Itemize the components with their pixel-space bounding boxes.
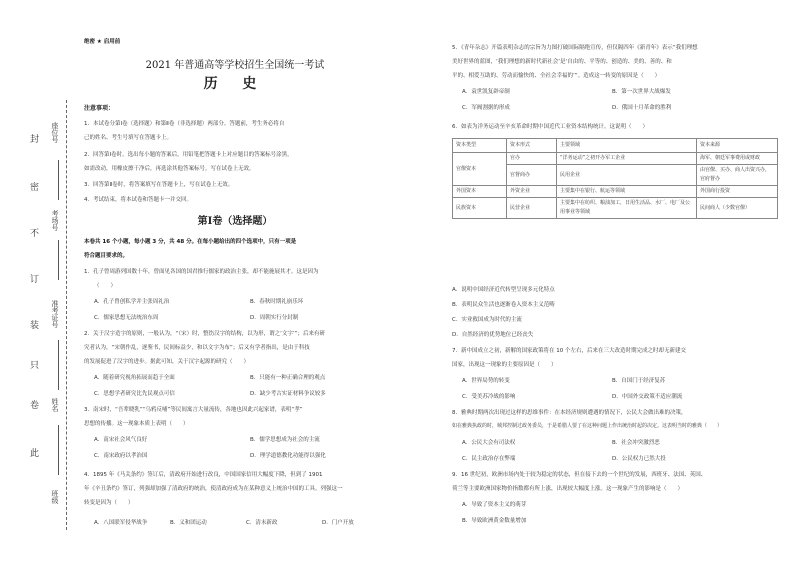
section-instruction: 本卷共 16 个小题，每小题 3 分，共 48 分。在每小题给出的四个选项中，只有一项是 bbox=[84, 239, 297, 245]
option-b[interactable]: B．只能有一种正确合理的观点 bbox=[250, 375, 326, 381]
question-text: 国家，出现这一现象的主要原因是（ ） bbox=[452, 362, 557, 368]
note-line: 如需改动，用橡皮擦干净后，再选涂其他答案标号。写在试卷上无效。 bbox=[84, 166, 255, 172]
option-a[interactable]: A．袁世凯复辟帝制 bbox=[462, 89, 510, 95]
option-a[interactable]: A．孔子曾创私学并主张周礼治 bbox=[94, 299, 170, 305]
seal-char: 不 bbox=[30, 229, 40, 239]
question-text: 究者认为，“宋朝作乱，逐鉴书，民间标益少，和以文字为布”；后又有学者指出，是由于科技 bbox=[84, 345, 310, 351]
option-d[interactable]: D．自然经济的优势地位已经丧失 bbox=[452, 332, 534, 338]
table-cell: 民间商人（少数官僚） bbox=[697, 198, 778, 219]
option-c[interactable]: C．军阀割据的形成 bbox=[462, 105, 510, 111]
table-cell: 民族资本 bbox=[453, 198, 507, 219]
option-a[interactable]: A．世界局势的转变 bbox=[462, 378, 510, 384]
question-text: 美好世界的蓝图，‘我们理想的新时代新社会’是‘自由的、平等的、创造的、美的、善的、和 bbox=[452, 59, 672, 65]
table-cell: 主要集中在银行、航运等领域 bbox=[557, 186, 697, 198]
option-c[interactable]: C．受美苏冷战的影响 bbox=[462, 394, 516, 400]
seal-char: 装 bbox=[30, 321, 40, 331]
option-c[interactable]: C．民主政治存在弊端 bbox=[462, 456, 516, 462]
table-cell: 外国商行投资 bbox=[697, 186, 778, 198]
question-text: 4．1895 年《马关条约》签订后，清政府开始进行改良，中国国家信用大幅度下降，但到了 1901 bbox=[84, 472, 323, 478]
option-a[interactable]: A．南宋社会风气良好 bbox=[94, 437, 148, 443]
table-header: 资本形式 bbox=[507, 139, 557, 153]
notes-heading: 注意事项： bbox=[84, 105, 115, 112]
note-line: 4．考试结束，将本试卷和答题卡一并交回。 bbox=[84, 197, 193, 203]
question-text: 思想的传播。这一现象本质上表明（ ） bbox=[84, 421, 189, 427]
table-header: 主要领域 bbox=[557, 139, 697, 153]
option-d[interactable]: D．门户开放 bbox=[322, 520, 354, 526]
question-text: 的发展促进了汉字的进步。据此可知，关于汉字起源的研究（ ） bbox=[84, 359, 250, 365]
field-class: 班级 bbox=[51, 490, 59, 504]
option-b[interactable]: B．导致欧洲黄金数量增加 bbox=[462, 518, 527, 524]
seal-char: 卷 bbox=[30, 401, 40, 411]
table-cell: 官办 bbox=[507, 153, 557, 165]
seal-char: 此 bbox=[30, 449, 40, 459]
note-line: 3．回答第Ⅱ卷时，将答案填写在答题卡上，写在试卷上无效。 bbox=[84, 182, 234, 188]
question-text: 6．如表为洋务运动至辛亥革命时期中国近代工业资本结构统计。这说明（ ） bbox=[452, 124, 649, 130]
exam-title: 2021 年普通高等学校招生全国统一考试 bbox=[145, 60, 325, 71]
secret-label: 绝密 ★ 启用前 bbox=[84, 39, 121, 45]
note-line: 1．本试卷分第Ⅰ卷（选择题）和第Ⅱ卷（非选择题）两部分。答题前，考生务必将自 bbox=[84, 121, 285, 127]
section-instruction: 符合题目要求的。 bbox=[84, 253, 129, 259]
table-header-row bbox=[453, 139, 778, 153]
table-cell: 民用企业 bbox=[557, 165, 697, 186]
question-text: 如在雅典执政的时，城邦控制过政务委员，于是希腊人要了在这种问题上作出统治时起的决定。这表明当时的雅典（ ） bbox=[452, 423, 723, 429]
table-row bbox=[453, 153, 778, 165]
option-b[interactable]: B．义和团运动 bbox=[170, 520, 207, 526]
table-row bbox=[453, 186, 778, 198]
table-cell: 海军、朝廷军事费用或财政 bbox=[697, 153, 778, 165]
table-cell: 主要集中在纺织、粮油加工，日用生活品、水厂、电厂及公用事业等领域 bbox=[557, 198, 697, 219]
table-cell: 民营企业 bbox=[507, 198, 557, 219]
field-exam-number: 准考证号 bbox=[51, 300, 59, 328]
question-text: 转变是因为（ ） bbox=[84, 500, 134, 506]
question-text: 平的、相爱互助的、劳动而愉快的、全社会幸福的’”。造成这一转变的原因是（ ） bbox=[452, 73, 661, 79]
note-line: 己的姓名、考生号填写在答题卡上。 bbox=[84, 135, 173, 141]
seal-char: 封 bbox=[30, 135, 40, 145]
option-d[interactable]: D．中国外交政策不适应潮流 bbox=[612, 394, 683, 400]
option-d[interactable]: D．俄国十月革命的胜利 bbox=[612, 105, 672, 111]
question-text: （ ） bbox=[94, 283, 117, 289]
fill-line[interactable] bbox=[58, 160, 59, 200]
fill-line[interactable] bbox=[58, 340, 59, 390]
question-text: 5．《青年杂志》开篇表明杂志的宗旨为力图打破国际隔绝宣传，但仅隔四年《新青年》表示“我们理想 bbox=[452, 45, 698, 51]
question-text: 7．新中国成立之初，新解的国家政策将在 10 个左右，后来在三大改造时期完成之时却无新建交 bbox=[452, 348, 686, 354]
option-b[interactable]: B．自国门于经济复苏 bbox=[612, 378, 666, 384]
question-text: 1．孔子曾周游列国数十年，曾面见各国的国君推行儒家的政治主张，却不能施展其才。这是因为 bbox=[84, 269, 319, 275]
field-room-number: 考场号 bbox=[51, 210, 59, 231]
option-d[interactable]: D．周朝实行分封制 bbox=[250, 315, 299, 321]
seal-char: 密 bbox=[30, 183, 40, 193]
option-c[interactable]: C．南宋政府以孝治国 bbox=[94, 453, 148, 459]
table-row bbox=[453, 198, 778, 219]
field-name: 姓名 bbox=[51, 398, 59, 412]
binding-cut-line bbox=[66, 100, 67, 530]
seal-char: 订 bbox=[30, 275, 40, 285]
question-text: 2．关于汉字造字的原则，一般认为，“（宋）时，整饬汉字的结构，以为形，谓之‘文字’”；后来有研 bbox=[84, 331, 325, 337]
table-cell: 由官僚、买办、商人出资兴办，官府督办 bbox=[697, 165, 778, 186]
option-b[interactable]: B．春秋时期礼崩乐坏 bbox=[250, 299, 304, 305]
question-text: 3．南宋时，“吾辈晓乳”“乌鸦反哺”等民间寓言大量流传，各地也因此兴起家谱，表明“孝” bbox=[84, 407, 303, 413]
option-d[interactable]: D．理学道德教化功能得以强化 bbox=[250, 453, 326, 459]
section-title: 第Ⅰ卷（选择题） bbox=[197, 216, 273, 227]
question-text: 荷兰等主要欧洲国家物价指数都有所上涨，出现较大幅度上涨。这一现象产生的影响是（ ） bbox=[452, 486, 684, 492]
option-b[interactable]: B．儒学思想成为社会的主流 bbox=[250, 437, 320, 443]
table-cell: 外国资本 bbox=[453, 186, 507, 198]
note-line: 2．回答第Ⅰ卷时，选出每小题的答案后，用铅笔把答题卡上对应题目的答案标号涂黑， bbox=[84, 152, 293, 158]
option-d[interactable]: D．公民权力已然大投 bbox=[612, 456, 666, 462]
option-d[interactable]: D．缺少考古实证材料争议较多 bbox=[250, 391, 326, 397]
option-a[interactable]: A．公民大会有司法权 bbox=[462, 440, 516, 446]
option-b[interactable]: B．第一次世界大战爆发 bbox=[612, 89, 671, 95]
option-c[interactable]: C．实业救国成为时代的主流 bbox=[452, 317, 522, 323]
table-header: 资本类型 bbox=[453, 139, 507, 153]
option-a[interactable]: A．随着研究视角拓展而趋于全面 bbox=[94, 375, 175, 381]
field-seat-number: 座位号 bbox=[51, 122, 59, 143]
option-a[interactable]: A．导致了资本主义的萌芽 bbox=[462, 502, 527, 508]
table-cell: “洋务运动”之初开办军工企业 bbox=[557, 153, 697, 165]
option-b[interactable]: B．社会冲突激烈恶 bbox=[612, 440, 660, 446]
option-b[interactable]: B．表明民众生活也逐渐卷入资本主义范畴 bbox=[452, 302, 555, 308]
option-c[interactable]: C．清末新政 bbox=[246, 520, 278, 526]
seal-char: 只 bbox=[30, 361, 40, 371]
subject-title: 历 史 bbox=[203, 76, 267, 92]
option-a[interactable]: A．八国联军侵华战争 bbox=[94, 520, 148, 526]
option-c[interactable]: C．儒家思想无法统治东周 bbox=[94, 315, 159, 321]
fill-line[interactable] bbox=[58, 425, 59, 475]
question-text: 8．雅典时期两次出现过这样的思维事件：在本经济规则遭遇的情况下，公民大会做出难的决策， bbox=[452, 410, 687, 416]
table-cell: 外资企业 bbox=[507, 186, 557, 198]
question-text: 9．16 世纪初，欧洲市场内处于较为稳定的状态，但在接下去的一个世纪的发展，西班牙、法国、英国、 bbox=[452, 472, 707, 478]
option-a[interactable]: A．说明中国经济近代转型呈现多元化特点 bbox=[452, 287, 555, 293]
option-c[interactable]: C．思想学者研究比先民观点可信 bbox=[94, 391, 175, 397]
question-text: 年《辛丑条约》签订，列强却加强了清政府的统治，使清政府成为在某种意义上统治中国的工具。列强这一 bbox=[84, 486, 343, 492]
capital-structure-table bbox=[452, 138, 778, 219]
table-cell: 官督商办 bbox=[507, 165, 557, 186]
table-cell: 官僚资本 bbox=[453, 153, 507, 186]
table-header: 资本来源 bbox=[697, 139, 778, 153]
fill-line[interactable] bbox=[58, 240, 59, 280]
